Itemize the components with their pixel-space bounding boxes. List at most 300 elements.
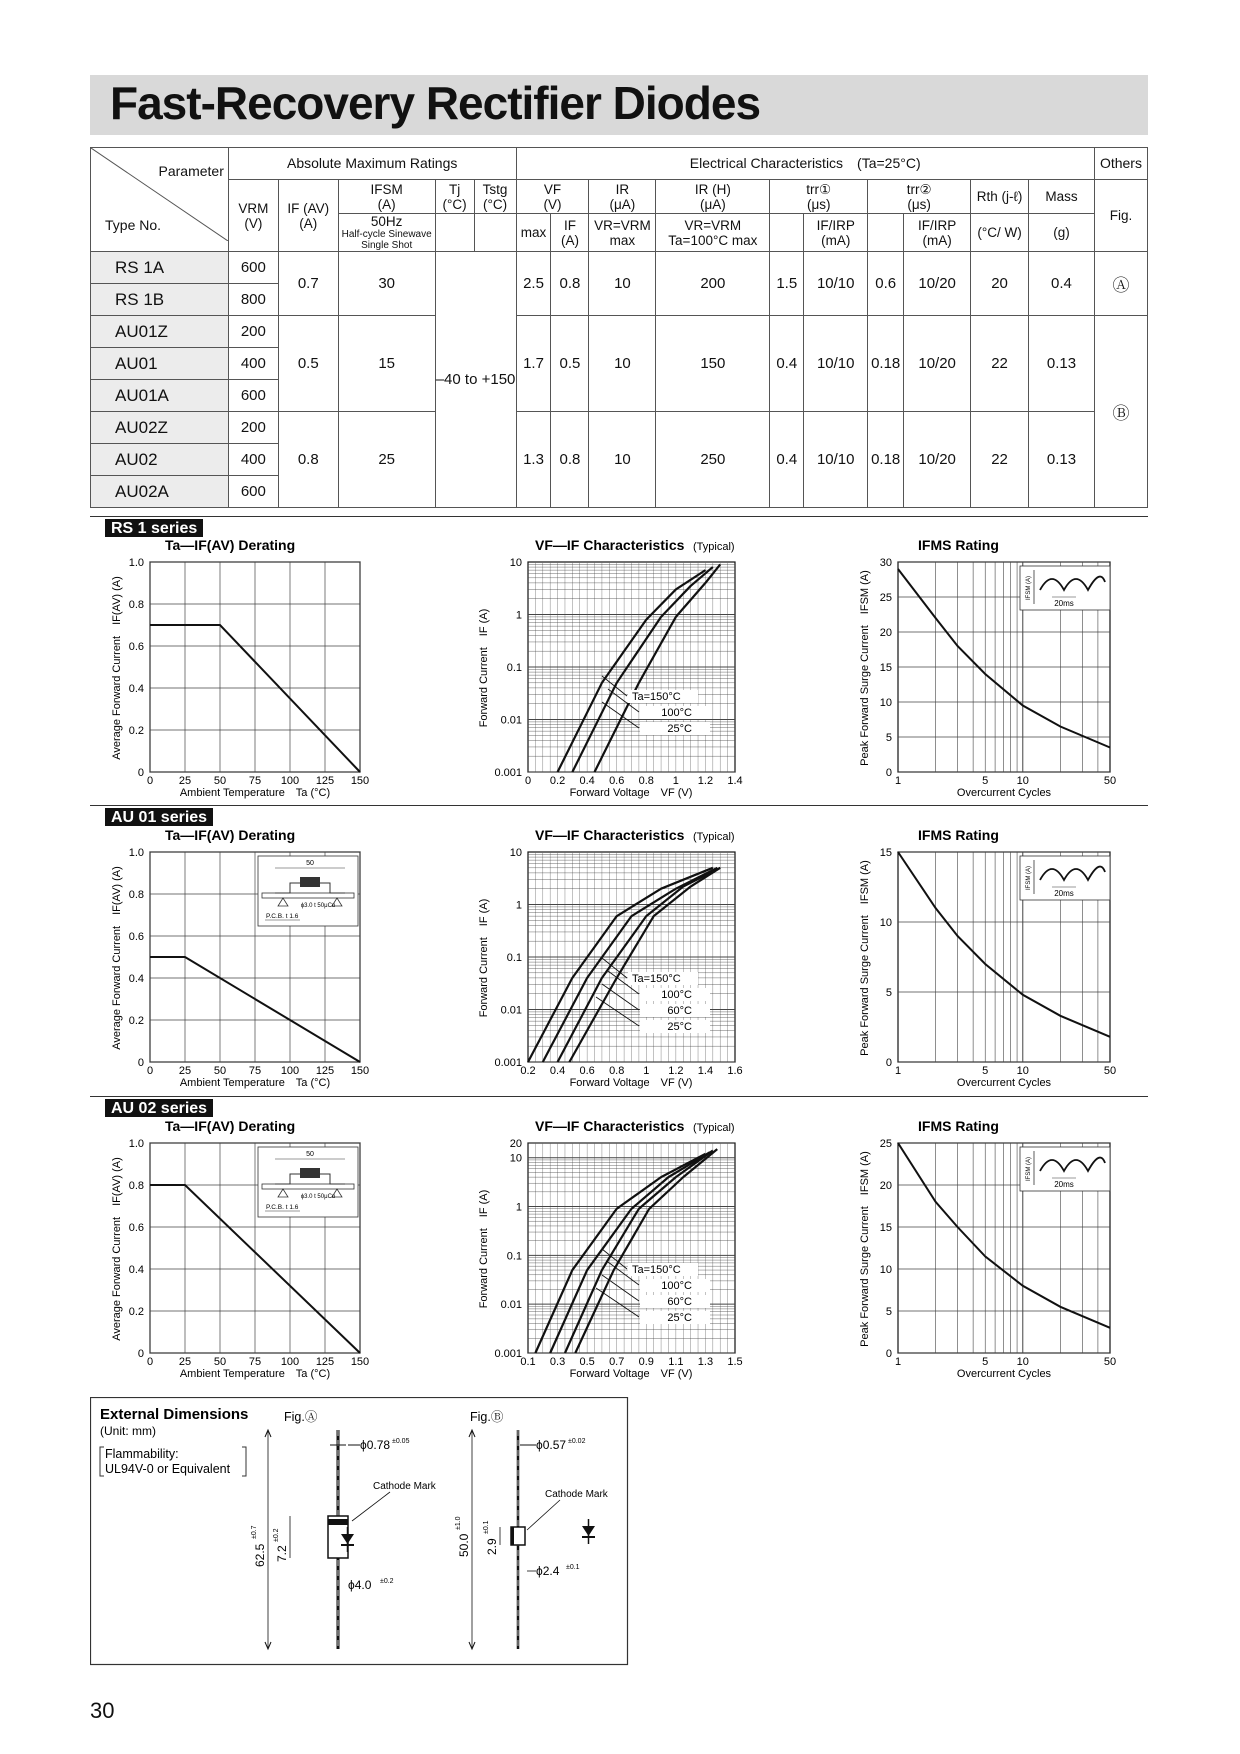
- y-tick-label: 0.8: [128, 1180, 144, 1192]
- x-tick-label: 0.6: [609, 775, 625, 787]
- rth-unit: (°C/ W): [971, 214, 1029, 252]
- mass-cell: 0.13: [1029, 316, 1095, 412]
- x-tick-label: 1.6: [727, 1065, 743, 1077]
- body-diameter-b: ϕ2.4: [536, 1564, 560, 1578]
- type-cell: AU01A: [91, 380, 229, 412]
- body-length-b: 2.9: [485, 1538, 499, 1555]
- diode-body: [300, 1168, 320, 1178]
- cathode-mark-label-b: Cathode Mark: [545, 1489, 608, 1500]
- y-tick-label: 10: [509, 1152, 522, 1165]
- x-tick-label: 75: [248, 1065, 262, 1077]
- type-cell: RS 1B: [91, 284, 229, 316]
- x-tick-label: 0.2: [520, 1065, 536, 1077]
- waveform-inset: [1020, 566, 1110, 610]
- y-tick-label: 10: [879, 697, 892, 709]
- vf-if-chart: [478, 1118, 743, 1380]
- y-tick-label: 0.4: [128, 683, 144, 695]
- tstg-sub: [474, 214, 516, 252]
- inset-axis-label: IFSM (A): [1026, 1157, 1032, 1181]
- body-diameter-a: ϕ4.0: [348, 1578, 372, 1592]
- total-tolerance-a: ±0.7: [251, 1525, 258, 1539]
- chart-title: VF—IF Characteristics: [535, 827, 685, 843]
- fig-b-label: Fig.Ⓑ: [470, 1410, 504, 1424]
- y-tick-label: 1: [515, 1201, 522, 1214]
- series-0-charts: [0, 520, 1240, 800]
- y-tick-label: 20: [509, 1138, 522, 1150]
- trr2-header: trr② (μs): [868, 180, 971, 214]
- y-tick-label: 0.1: [506, 952, 522, 964]
- y-axis-label: Peak Forward Surge Current IFSM (A): [859, 860, 871, 1056]
- y-tick-label: 5: [885, 1306, 892, 1318]
- pcb-board: [262, 1184, 354, 1189]
- vf-if-chart: [478, 537, 743, 799]
- y-tick-label: 5: [885, 987, 892, 999]
- x-tick-label: 1.1: [668, 1356, 684, 1368]
- x-tick-label: 10: [1016, 1356, 1029, 1368]
- y-axis-label: Forward Current IF (A): [478, 1189, 490, 1309]
- x-tick-label: 125: [315, 1356, 335, 1368]
- annotation-label: 100°C: [661, 989, 692, 1001]
- flammability-label: Flammability:: [105, 1447, 179, 1461]
- fig-a-cell: Ⓐ: [1094, 252, 1147, 316]
- amr-header: Absolute Maximum Ratings: [228, 148, 516, 180]
- x-tick-label: 5: [982, 775, 989, 787]
- annotation-leader: [596, 997, 639, 1026]
- x-tick-label: 0.9: [638, 1356, 654, 1368]
- section-divider: [90, 805, 1148, 806]
- y-tick-label: 0.6: [128, 641, 144, 653]
- y-axis-label: Peak Forward Surge Current IFSM (A): [859, 570, 871, 766]
- body-length-a: 7.2: [275, 1545, 289, 1562]
- x-tick-label: 100: [280, 775, 300, 787]
- x-axis-label: Forward Voltage VF (V): [569, 1368, 693, 1380]
- cathode-band: [511, 1527, 514, 1545]
- y-tick-label: 1: [515, 609, 522, 622]
- tstg-header: Tstg (°C): [474, 180, 516, 214]
- y-tick-label: 10: [879, 1264, 892, 1276]
- diode-body: [300, 877, 320, 887]
- ifsm-cell: 15: [338, 316, 435, 412]
- trr2-cell: 0.18: [868, 316, 904, 412]
- derating-chart: [111, 537, 369, 799]
- lead-diameter-b: ϕ0.57: [536, 1438, 567, 1452]
- x-tick-label: 25: [178, 775, 192, 787]
- body-tolerance-dia-b: ±0.1: [566, 1564, 580, 1571]
- type-cell: RS 1A: [91, 252, 229, 284]
- trr2-sub: [868, 214, 904, 252]
- y-tick-label: 0: [137, 1057, 144, 1069]
- total-length-b: 50.0: [457, 1533, 471, 1557]
- series-label: AU 02 series: [105, 1099, 213, 1117]
- pcb-pad-label: ϕ3.0 t 50μCu: [300, 1194, 336, 1200]
- ir-condition: VR=VRM max: [589, 214, 656, 252]
- annotation-label: 100°C: [661, 1280, 692, 1292]
- x-axis-label: Ambient Temperature Ta (°C): [179, 787, 331, 799]
- type-no-label: Type No.: [105, 217, 162, 233]
- derating-chart: [111, 1118, 369, 1380]
- y-tick-label: 0: [885, 1348, 892, 1360]
- mass-cell: 0.4: [1029, 252, 1095, 316]
- type-cell: AU01: [91, 348, 229, 380]
- external-dimensions-panel: [90, 1397, 630, 1667]
- fig-a-label: Fig.Ⓐ: [284, 1410, 318, 1424]
- x-tick-label: 1.2: [697, 775, 714, 787]
- y-axis-label: Forward Current IF (A): [478, 608, 490, 728]
- vf-cell: 1.7: [516, 316, 551, 412]
- y-tick-label: 0.4: [128, 973, 144, 985]
- lead-tolerance-b: ±0.02: [568, 1438, 586, 1445]
- y-tick-label: 1.0: [128, 557, 144, 569]
- y-tick-label: 20: [879, 627, 892, 639]
- y-tick-label: 20: [879, 1180, 892, 1192]
- ifsm-cell: 30: [338, 252, 435, 316]
- if-cell: 0.5: [551, 316, 589, 412]
- spec-table: [90, 147, 1148, 508]
- vrm-cell: 200: [228, 412, 278, 444]
- y-axis-label: Average Forward Current IF(AV) (A): [111, 866, 123, 1050]
- y-tick-label: 10: [509, 847, 522, 859]
- irh-cell: 250: [656, 412, 770, 508]
- annotation-label: 60°C: [667, 1005, 692, 1017]
- annotation-label: 100°C: [661, 707, 692, 719]
- annotation-leader: [596, 1288, 639, 1317]
- lead-tolerance-a: ±0.05: [392, 1438, 410, 1445]
- trr2-cond-cell: 10/20: [904, 412, 971, 508]
- chart-title: Ta—IF(AV) Derating: [165, 537, 296, 553]
- annotation-leader: [602, 984, 639, 1010]
- annotation-label: Ta=150°C: [632, 691, 681, 703]
- trr2-cell: 0.18: [868, 412, 904, 508]
- diode-symbol-icon: [582, 1519, 595, 1544]
- total-tolerance-b: ±1.0: [455, 1516, 462, 1530]
- x-tick-label: 0: [146, 1065, 154, 1077]
- y-tick-label: 0: [885, 767, 892, 779]
- type-cell: AU02: [91, 444, 229, 476]
- y-axis-label: Average Forward Current IF(AV) (A): [111, 1157, 123, 1341]
- section-divider: [90, 1096, 1148, 1097]
- mass-cell: 0.13: [1029, 412, 1095, 508]
- trr1-cond-cell: 10/10: [804, 252, 868, 316]
- x-tick-label: 1.5: [727, 1356, 743, 1368]
- type-cell: AU02A: [91, 476, 229, 508]
- body-tolerance-dia-a: ±0.2: [380, 1578, 394, 1585]
- chart-title: VF—IF Characteristics: [535, 1118, 685, 1134]
- series-label: AU 01 series: [105, 808, 213, 826]
- y-tick-label: 0.001: [494, 1348, 522, 1360]
- vf-max-header: max: [516, 214, 551, 252]
- ifav-cell: 0.7: [278, 252, 338, 316]
- y-tick-label: 0.2: [128, 725, 144, 737]
- rth-cell: 22: [971, 412, 1029, 508]
- annotation-label: Ta=150°C: [632, 973, 681, 985]
- derating-chart: [111, 827, 369, 1089]
- vrm-header: VRM (V): [228, 180, 278, 252]
- tj-tstg-cell: –40 to +150: [435, 252, 516, 508]
- vf-cell: 1.3: [516, 412, 551, 508]
- trr2-cell: 0.6: [868, 252, 904, 316]
- chart-title: Ta—IF(AV) Derating: [165, 1118, 296, 1134]
- trr1-header: trr① (μs): [770, 180, 868, 214]
- y-axis-label: Peak Forward Surge Current IFSM (A): [859, 1151, 871, 1347]
- bracket-left: [100, 1447, 104, 1476]
- x-tick-label: 50: [213, 1356, 227, 1368]
- irh-condition: VR=VRM Ta=100°C max: [656, 214, 770, 252]
- x-tick-label: 5: [982, 1065, 989, 1077]
- waveform-inset: [1020, 856, 1110, 900]
- ifsm-cell: 25: [338, 412, 435, 508]
- y-tick-label: 0.6: [128, 1222, 144, 1234]
- x-tick-label: 5: [982, 1356, 989, 1368]
- y-tick-label: 0.2: [128, 1306, 144, 1318]
- y-tick-label: 25: [879, 1138, 892, 1150]
- ifsm-condition: 50Hz Half-cycle Sinewave Single Shot: [338, 214, 435, 252]
- y-tick-label: 0.4: [128, 1264, 144, 1276]
- x-tick-label: 10: [1016, 1065, 1029, 1077]
- x-tick-label: 100: [280, 1065, 300, 1077]
- section-divider: [90, 516, 1148, 517]
- chart-title: IFMS Rating: [918, 537, 999, 553]
- x-tick-label: 1.2: [668, 1065, 684, 1077]
- ir-header: IR (μA): [589, 180, 656, 214]
- vrm-cell: 200: [228, 316, 278, 348]
- x-tick-label: 0.7: [609, 1356, 625, 1368]
- vrm-cell: 400: [228, 444, 278, 476]
- annotation-label: 60°C: [667, 1296, 692, 1308]
- trr2-condition: IF/IRP (mA): [904, 214, 971, 252]
- y-tick-label: 0.1: [506, 662, 522, 674]
- trr1-cell: 0.4: [770, 412, 804, 508]
- y-tick-label: 25: [879, 592, 892, 604]
- ifav-header: IF (AV) (A): [278, 180, 338, 252]
- x-tick-label: 50: [213, 1065, 227, 1077]
- period-label: 20ms: [1054, 1180, 1074, 1189]
- x-tick-label: 1: [672, 775, 679, 787]
- ec-header: Electrical Characteristics (Ta=25°C): [516, 148, 1094, 180]
- x-tick-label: 50: [213, 775, 227, 787]
- x-tick-label: 0.8: [609, 1065, 625, 1077]
- ifav-cell: 0.5: [278, 316, 338, 412]
- y-tick-label: 0.8: [128, 599, 144, 611]
- x-tick-label: 10: [1016, 775, 1029, 787]
- pcb-pad-label: ϕ3.0 t 50μCu: [300, 903, 336, 909]
- trr1-cell: 1.5: [770, 252, 804, 316]
- trr1-cond-cell: 10/10: [804, 412, 868, 508]
- if-cell: 0.8: [551, 412, 589, 508]
- annotation-label: 25°C: [667, 723, 692, 735]
- x-tick-label: 0.1: [520, 1356, 536, 1368]
- x-axis-label: Overcurrent Cycles: [956, 1077, 1052, 1089]
- if-header: IF (A): [551, 214, 589, 252]
- pcb-dimension: 50: [306, 1151, 314, 1158]
- irh-header: IR (H) (μA): [656, 180, 770, 214]
- page-title: Fast-Recovery Rectifier Diodes: [110, 77, 761, 129]
- trr2-cond-cell: 10/20: [904, 252, 971, 316]
- y-tick-label: 0.6: [128, 931, 144, 943]
- x-axis-label: Overcurrent Cycles: [956, 787, 1052, 799]
- x-tick-label: 100: [280, 1356, 300, 1368]
- pcb-dimension: 50: [306, 860, 314, 867]
- y-tick-label: 0: [885, 1057, 892, 1069]
- y-axis-label: Average Forward Current IF(AV) (A): [111, 576, 123, 760]
- x-tick-label: 150: [350, 1065, 370, 1077]
- x-tick-label: 0.3: [549, 1356, 566, 1368]
- trr1-cond-cell: 10/10: [804, 316, 868, 412]
- if-cell: 0.8: [551, 252, 589, 316]
- y-tick-label: 1.0: [128, 1138, 144, 1150]
- type-cell: AU02Z: [91, 412, 229, 444]
- pcb-label: P.C.B. t 1.6: [266, 1204, 299, 1211]
- y-tick-label: 30: [879, 557, 892, 569]
- lead-diameter-a: ϕ0.78: [360, 1438, 391, 1452]
- annotation-label: 25°C: [667, 1021, 692, 1033]
- x-tick-label: 50: [1103, 1065, 1117, 1077]
- y-tick-label: 15: [879, 662, 892, 674]
- y-tick-label: 0.01: [500, 714, 522, 727]
- series-label: RS 1 series: [105, 519, 203, 537]
- chart-title: Ta—IF(AV) Derating: [165, 827, 296, 843]
- param-corner-cell: [91, 148, 229, 252]
- x-tick-label: 150: [350, 1356, 370, 1368]
- annotation-leader: [602, 1275, 639, 1301]
- y-tick-label: 0: [137, 1348, 144, 1360]
- series-1-charts: [0, 810, 1240, 1090]
- x-tick-label: 125: [315, 1065, 335, 1077]
- x-axis-label: Forward Voltage VF (V): [569, 1077, 693, 1089]
- cathode-leader: [527, 1500, 560, 1530]
- rth-header: Rth (j-ℓ): [971, 180, 1029, 214]
- chart-title: IFMS Rating: [918, 1118, 999, 1134]
- y-tick-label: 0.8: [128, 889, 144, 901]
- rth-cell: 22: [971, 316, 1029, 412]
- chart-subtitle: (Typical): [693, 1122, 735, 1134]
- y-tick-label: 5: [885, 732, 892, 744]
- x-tick-label: 1.4: [697, 1065, 714, 1077]
- annotation-label: 25°C: [667, 1312, 692, 1324]
- cathode-band: [328, 1519, 348, 1525]
- x-tick-label: 1: [894, 1356, 902, 1368]
- waveform-inset: [1020, 1147, 1110, 1191]
- x-tick-label: 75: [248, 1356, 262, 1368]
- y-tick-label: 10: [509, 557, 522, 569]
- x-tick-label: 0.5: [579, 1356, 595, 1368]
- trr1-cell: 0.4: [770, 316, 804, 412]
- tj-header: Tj (°C): [435, 180, 474, 214]
- y-tick-label: 0.1: [506, 1250, 522, 1263]
- x-axis-label: Ambient Temperature Ta (°C): [179, 1368, 331, 1380]
- mass-header: Mass: [1029, 180, 1095, 214]
- chart-title: VF—IF Characteristics: [535, 537, 685, 553]
- cathode-mark-label-a: Cathode Mark: [373, 1481, 436, 1492]
- vrm-cell: 600: [228, 252, 278, 284]
- annotation-label: Ta=150°C: [632, 1264, 681, 1276]
- x-tick-label: 50: [1103, 775, 1117, 787]
- annotation-leader: [602, 676, 627, 696]
- bracket-right: [242, 1447, 246, 1476]
- x-tick-label: 0.2: [549, 775, 566, 787]
- period-label: 20ms: [1054, 889, 1074, 898]
- ifsm-rating-chart: [859, 1118, 1116, 1380]
- y-tick-label: 1.0: [128, 847, 144, 859]
- y-tick-label: 0.001: [494, 767, 522, 779]
- pcb-inset-diagram: [258, 856, 358, 926]
- chart-title: IFMS Rating: [918, 827, 999, 843]
- pcb-board: [262, 893, 354, 898]
- x-tick-label: 25: [178, 1356, 192, 1368]
- vf-if-chart: [478, 827, 743, 1089]
- ir-cell: 10: [589, 316, 656, 412]
- y-tick-label: 10: [879, 917, 892, 929]
- others-header: Others: [1094, 148, 1147, 180]
- x-tick-label: 1: [643, 1065, 650, 1077]
- pcb-label: P.C.B. t 1.6: [266, 913, 299, 920]
- series-2-charts: [0, 1101, 1240, 1381]
- irh-cell: 200: [656, 252, 770, 316]
- x-tick-label: 0: [524, 775, 532, 787]
- vrm-cell: 800: [228, 284, 278, 316]
- y-axis-label: Forward Current IF (A): [478, 898, 490, 1018]
- body-tolerance-a: ±0.2: [273, 1528, 280, 1542]
- pcb-inset-diagram: [258, 1147, 358, 1217]
- x-tick-label: 0.6: [579, 1065, 595, 1077]
- y-tick-label: 0.001: [494, 1057, 522, 1069]
- x-tick-label: 1: [894, 775, 902, 787]
- total-length-a: 62.5: [253, 1543, 267, 1567]
- vrm-cell: 600: [228, 476, 278, 508]
- rth-cell: 20: [971, 252, 1029, 316]
- period-label: 20ms: [1054, 599, 1074, 608]
- y-tick-label: 1: [515, 899, 522, 912]
- irh-cell: 150: [656, 316, 770, 412]
- x-tick-label: 75: [248, 775, 262, 787]
- trr2-cond-cell: 10/20: [904, 316, 971, 412]
- mass-unit: (g): [1029, 214, 1095, 252]
- ir-cell: 10: [589, 412, 656, 508]
- x-axis-label: Ambient Temperature Ta (°C): [179, 1077, 331, 1089]
- fig-b-cell: Ⓑ: [1094, 316, 1147, 508]
- x-tick-label: 0.8: [638, 775, 654, 787]
- ifsm-rating-chart: [859, 827, 1116, 1089]
- inset-axis-label: IFSM (A): [1026, 576, 1032, 600]
- vrm-cell: 600: [228, 380, 278, 412]
- x-axis-label: Forward Voltage VF (V): [569, 787, 693, 799]
- ext-dim-title: External Dimensions: [100, 1406, 249, 1423]
- x-tick-label: 1.3: [697, 1356, 714, 1368]
- x-tick-label: 0: [146, 1356, 154, 1368]
- ir-cell: 10: [589, 252, 656, 316]
- trr1-condition: IF/IRP (mA): [804, 214, 868, 252]
- vrm-cell: 400: [228, 348, 278, 380]
- unit-label: (Unit: mm): [100, 1424, 156, 1438]
- type-cell: AU01Z: [91, 316, 229, 348]
- x-tick-label: 0: [146, 775, 154, 787]
- x-tick-label: 1.4: [727, 775, 743, 787]
- x-axis-label: Overcurrent Cycles: [956, 1368, 1052, 1380]
- annotation-leader: [602, 702, 639, 728]
- ifsm-rating-chart: [859, 537, 1116, 799]
- inset-axis-label: IFSM (A): [1026, 866, 1032, 890]
- chart-subtitle: (Typical): [693, 831, 735, 843]
- x-tick-label: 125: [315, 775, 335, 787]
- vf-header: VF (V): [516, 180, 589, 214]
- cathode-leader: [352, 1492, 390, 1521]
- ifsm-header: IFSM (A): [338, 180, 435, 214]
- trr1-sub: [770, 214, 804, 252]
- y-tick-label: 0: [137, 767, 144, 779]
- y-tick-label: 15: [879, 1222, 892, 1234]
- x-tick-label: 150: [350, 775, 370, 787]
- x-tick-label: 1: [894, 1065, 902, 1077]
- flammability-rating: UL94V-0 or Equivalent: [105, 1462, 231, 1476]
